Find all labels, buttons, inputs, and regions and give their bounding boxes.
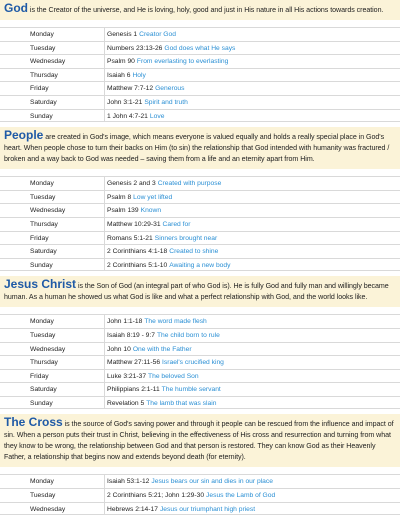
table-row xyxy=(0,203,400,217)
reading-topic: Cared for xyxy=(162,220,191,228)
passage-cell xyxy=(104,370,400,383)
table-row xyxy=(0,109,400,123)
scripture-reference: 1 John 4:7-21 xyxy=(107,112,148,120)
table-row xyxy=(0,355,400,369)
reading-topic: Generous xyxy=(155,85,185,93)
section xyxy=(0,127,400,271)
table-row xyxy=(0,382,400,396)
scripture-reference: Isaiah 53:1-12 xyxy=(107,478,150,486)
scripture-reference: Philippians 2:1-11 xyxy=(107,386,160,394)
day-cell: Friday xyxy=(30,234,49,242)
table-row xyxy=(0,54,400,68)
table-row xyxy=(0,190,400,204)
table-row xyxy=(0,488,400,502)
day-cell: Sunday xyxy=(30,112,53,120)
day-cell: Friday xyxy=(30,85,49,93)
day-cell: Saturday xyxy=(30,248,57,256)
day-cell: Tuesday xyxy=(30,193,56,201)
reading-table xyxy=(0,314,400,409)
scripture-reference: Genesis 1 xyxy=(107,31,138,38)
scripture-reference: 2 Corinthians 4:1-18 xyxy=(107,248,168,256)
reading-table xyxy=(0,474,400,515)
section-text: is the Son of God (an integral part of who God is). He is fully God and fully man and willingly became human. As a human he showed us what God is like and what a perfect relationship with God, and the world looks like. xyxy=(4,282,389,302)
day-cell: Monday xyxy=(30,31,54,38)
day-cell: Monday xyxy=(30,478,54,486)
passage-cell xyxy=(104,204,400,217)
section xyxy=(0,0,400,122)
reading-topic: Jesus bears our sin and dies in our place xyxy=(151,478,273,486)
passage-cell xyxy=(104,28,400,41)
scripture-reference: Psalm 139 xyxy=(107,207,139,215)
day-cell: Wednesday xyxy=(30,505,66,513)
passage-cell xyxy=(104,232,400,245)
scripture-reference: John 1:1-18 xyxy=(107,318,143,326)
day-cell: Wednesday xyxy=(30,58,66,66)
passage-cell xyxy=(104,259,400,271)
day-cell: Friday xyxy=(30,372,49,380)
passage-cell xyxy=(104,42,400,55)
scripture-reference: Romans 5:1-21 xyxy=(107,234,153,242)
scripture-reference: Matthew 7:7-12 xyxy=(107,85,154,93)
passage-cell xyxy=(104,475,400,488)
scripture-reference: Isaiah 6 xyxy=(107,71,131,79)
reading-topic: Created with purpose xyxy=(157,180,222,188)
scripture-reference: 2 Corinthians 5:21; John 1:29-30 xyxy=(107,492,205,500)
scripture-reference: Hebrews 2:14-17 xyxy=(107,505,158,513)
table-row xyxy=(0,81,400,95)
day-cell: Sunday xyxy=(30,399,53,407)
table-row xyxy=(0,244,400,258)
section-text: are created in God's image, which means everyone is valued equally and holds a really special place in God's heart. When people chose to turn their backs on Him (to sin) the relationship that God intended with humanity was fractured / broken and a way back to God was needed – saving them from a life and an eternity apart from Him. xyxy=(4,133,390,164)
passage-cell xyxy=(104,110,400,122)
reading-topic: Created to shine xyxy=(169,248,219,256)
passage-cell xyxy=(104,315,400,328)
passage-cell xyxy=(104,503,400,515)
scripture-reference: Revelation 5 xyxy=(107,399,145,407)
table-row xyxy=(0,231,400,245)
passage-cell xyxy=(104,177,400,190)
scripture-reference: Psalm 8 xyxy=(107,193,132,201)
section-title: The Cross xyxy=(4,415,63,430)
passage-cell xyxy=(104,245,400,258)
day-cell: Tuesday xyxy=(30,44,56,52)
scripture-reference: Matthew 27:11-56 xyxy=(107,359,161,367)
section-title: God xyxy=(4,1,28,15)
passage-cell xyxy=(104,96,400,109)
scripture-reference: Psalm 90 xyxy=(107,58,135,66)
reading-topic: Creator God xyxy=(139,31,176,38)
table-row xyxy=(0,328,400,342)
reading-topic: Israel's crucified king xyxy=(162,359,224,367)
day-cell: Thursday xyxy=(30,71,58,79)
table-row xyxy=(0,396,400,410)
reading-topic: Awaiting a new body xyxy=(169,261,231,269)
reading-table xyxy=(0,176,400,271)
scripture-reference: 2 Corinthians 5:1-10 xyxy=(107,261,168,269)
reading-topic: Low yet lifted xyxy=(133,193,173,201)
table-row xyxy=(0,258,400,272)
section-intro xyxy=(0,0,400,20)
reading-topic: Spirit and truth xyxy=(144,98,188,106)
passage-cell xyxy=(104,82,400,95)
section-intro xyxy=(0,414,400,467)
reading-topic: Jesus our triumphant high priest xyxy=(159,505,256,513)
day-cell: Wednesday xyxy=(30,345,66,353)
reading-topic: Holy xyxy=(132,71,146,79)
passage-cell xyxy=(104,383,400,396)
table-row xyxy=(0,176,400,190)
section-title: Jesus Christ xyxy=(4,277,77,292)
section-text: is the Creator of the universe, and He is loving, holy, good and just in His nature in all His actions towards creation. xyxy=(28,6,384,14)
reading-topic: One with the Father xyxy=(132,345,192,353)
passage-cell xyxy=(104,55,400,68)
day-cell: Saturday xyxy=(30,98,57,106)
reading-topic: The word made flesh xyxy=(144,318,207,326)
passage-cell xyxy=(104,191,400,204)
passage-cell xyxy=(104,69,400,82)
table-row xyxy=(0,342,400,356)
reading-topic: The beloved Son xyxy=(148,372,199,380)
section xyxy=(0,414,400,515)
scripture-reference: Genesis 2 and 3 xyxy=(107,180,156,188)
table-row xyxy=(0,68,400,82)
day-cell: Sunday xyxy=(30,261,53,269)
day-cell: Monday xyxy=(30,180,54,188)
passage-cell xyxy=(104,218,400,231)
table-row xyxy=(0,474,400,488)
reading-topic: Jesus the Lamb of God xyxy=(206,492,276,500)
section-title: People xyxy=(4,128,44,143)
scripture-reference: Isaiah 8:19 - 9:7 xyxy=(107,331,155,339)
day-cell: Wednesday xyxy=(30,207,66,215)
reading-topic: The lamb that was slain xyxy=(146,399,217,407)
scripture-reference: Luke 3:21-37 xyxy=(107,372,147,380)
day-cell: Tuesday xyxy=(30,492,56,500)
passage-cell xyxy=(104,343,400,356)
reading-topic: God does what He says xyxy=(164,44,236,52)
table-row xyxy=(0,217,400,231)
section xyxy=(0,276,400,409)
passage-cell xyxy=(104,329,400,342)
reading-topic: The humble servant xyxy=(161,386,221,394)
table-row xyxy=(0,95,400,109)
table-row xyxy=(0,41,400,55)
passage-cell xyxy=(104,397,400,409)
scripture-reference: Numbers 23:13-26 xyxy=(107,44,163,52)
scripture-reference: Matthew 10:29-31 xyxy=(107,220,161,228)
reading-topic: Known xyxy=(140,207,162,215)
table-row xyxy=(0,27,400,41)
day-cell: Tuesday xyxy=(30,331,56,339)
table-row xyxy=(0,369,400,383)
reading-topic: Sinners brought near xyxy=(154,234,218,242)
scripture-reference: John 3:1-21 xyxy=(107,98,143,106)
scripture-reference: John 10 xyxy=(107,345,131,353)
section-intro xyxy=(0,276,400,307)
table-row xyxy=(0,314,400,328)
reading-topic: The child born to rule xyxy=(156,331,220,339)
day-cell: Monday xyxy=(30,318,54,326)
table-row xyxy=(0,502,400,516)
day-cell: Saturday xyxy=(30,386,57,394)
passage-cell xyxy=(104,356,400,369)
section-intro xyxy=(0,127,400,169)
reading-topic: From everlasting to everlasting xyxy=(136,58,229,66)
section-text: is the source of God's saving power and through it people can be rescued from the influence and impact of sin. When a person puts their trust in Christ, believing in the effectiveness of His cross and resurrection and turning from what they know to be wrong, the relationship between God and that person is restored. They can know God as their Heavenly Father, a relationship that begins now and extends beyond death (for eternity). xyxy=(4,420,394,462)
reading-topic: Love xyxy=(149,112,165,120)
passage-cell xyxy=(104,489,400,502)
day-cell: Thursday xyxy=(30,220,58,228)
day-cell: Thursday xyxy=(30,359,58,367)
reading-table xyxy=(0,27,400,122)
